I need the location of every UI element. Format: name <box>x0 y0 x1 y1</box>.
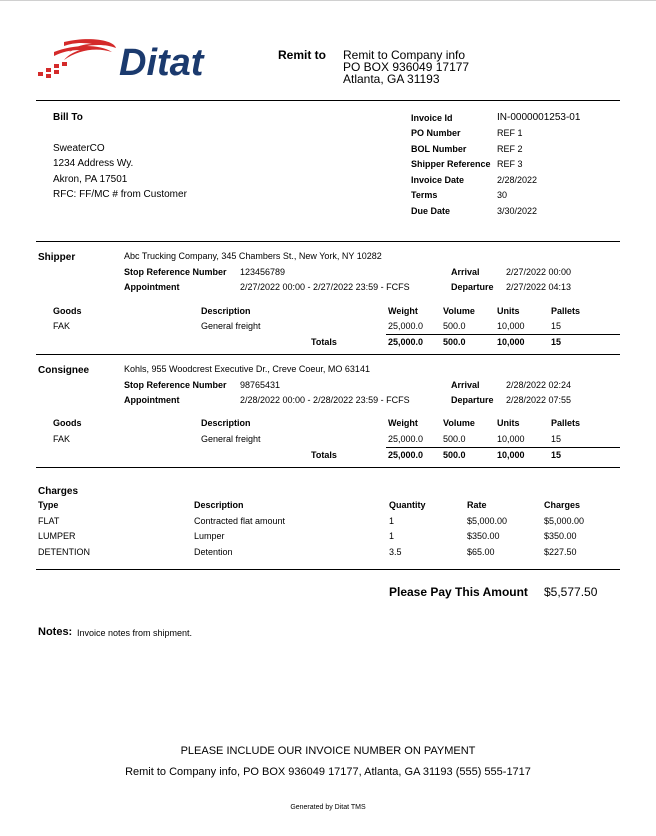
description-header: Description <box>201 306 251 316</box>
charge-quantity: 1 <box>389 516 395 526</box>
charge-description: Contracted flat amount <box>194 516 286 526</box>
invoice-id-value: IN-0000001253-01 <box>497 112 581 123</box>
shipper-goods-volume: 500.0 <box>443 321 466 331</box>
charge-rate: $350.00 <box>467 531 500 541</box>
departure-label: Departure <box>451 395 494 405</box>
weight-header: Weight <box>388 418 418 428</box>
units-header: Units <box>497 306 520 316</box>
departure-label: Departure <box>451 282 494 292</box>
consignee-appointment: 2/28/2022 00:00 - 2/28/2022 23:59 - FCFS <box>240 395 410 405</box>
company-logo <box>34 38 234 88</box>
consignee-goods-volume: 500.0 <box>443 434 466 444</box>
consignee-total-weight: 25,000.0 <box>388 450 424 460</box>
arrival-label: Arrival <box>451 380 480 390</box>
consignee-goods-units: 10,000 <box>497 434 525 444</box>
charges-title: Charges <box>38 486 79 497</box>
divider <box>36 354 620 355</box>
consignee-stop-reference: 98765431 <box>240 380 281 390</box>
description-header: Description <box>201 418 251 428</box>
shipper-label: Shipper <box>38 252 76 263</box>
bill-to-line: Akron, PA 17501 <box>53 174 128 185</box>
po-number-value: REF 1 <box>497 128 523 138</box>
goods-header: Goods <box>53 418 82 428</box>
charge-rate: $5,000.00 <box>467 516 508 526</box>
shipper-reference-value: REF 3 <box>497 159 523 169</box>
charge-quantity: 3.5 <box>389 547 402 557</box>
charge-quantity: 1 <box>389 531 395 541</box>
invoice-date-value: 2/28/2022 <box>497 175 538 185</box>
generated-by: Generated by Ditat TMS <box>290 804 366 811</box>
shipper-goods-weight: 25,000.0 <box>388 321 424 331</box>
shipper-appointment: 2/27/2022 00:00 - 2/27/2022 23:59 - FCFS <box>240 282 410 292</box>
invoice-date-label: Invoice Date <box>411 175 465 185</box>
consignee-goods-weight: 25,000.0 <box>388 434 424 444</box>
stop-reference-label: Stop Reference Number <box>124 380 227 390</box>
totals-label: Totals <box>311 337 337 347</box>
bol-number-value: REF 2 <box>497 144 523 154</box>
charge-type: FLAT <box>38 516 60 526</box>
volume-header: Volume <box>443 306 475 316</box>
shipper-goods: FAK <box>53 321 71 331</box>
consignee-address: Kohls, 955 Woodcrest Executive Dr., Creve Coeur, MO 63141 <box>124 364 370 374</box>
charge-amount: $350.00 <box>544 531 577 541</box>
po-number-label: PO Number <box>411 128 461 138</box>
shipper-goods-units: 10,000 <box>497 321 525 331</box>
shipper-total-units: 10,000 <box>497 337 525 347</box>
logo-swoosh-icon <box>34 38 124 88</box>
charge-description: Lumper <box>194 531 225 541</box>
pallets-header: Pallets <box>551 306 581 316</box>
consignee-goods-pallets: 15 <box>551 434 562 444</box>
terms-label: Terms <box>411 190 438 200</box>
consignee-total-volume: 500.0 <box>443 450 466 460</box>
totals-divider <box>386 334 620 335</box>
remit-line-1: Remit to Company info <box>343 48 466 62</box>
totals-label: Totals <box>311 450 337 460</box>
bill-to-line: SweaterCO <box>53 143 105 154</box>
consignee-total-units: 10,000 <box>497 450 525 460</box>
shipper-address: Abc Trucking Company, 345 Chambers St., New York, NY 10282 <box>124 251 382 261</box>
totals-divider <box>386 447 620 448</box>
bol-number-label: BOL Number <box>411 144 467 154</box>
remit-to-label: Remit to <box>278 48 326 62</box>
arrival-label: Arrival <box>451 267 480 277</box>
consignee-goods: FAK <box>53 434 71 444</box>
footer-notice: PLEASE INCLUDE OUR INVOICE NUMBER ON PAYMENT <box>180 745 476 757</box>
charges-type-header: Type <box>38 500 59 510</box>
appointment-label: Appointment <box>124 282 180 292</box>
shipper-arrival: 2/27/2022 00:00 <box>506 267 572 277</box>
shipper-departure: 2/27/2022 04:13 <box>506 282 572 292</box>
shipper-reference-label: Shipper Reference <box>411 159 491 169</box>
shipper-goods-description: General freight <box>201 321 261 331</box>
due-date-value: 3/30/2022 <box>497 206 538 216</box>
footer-remit: Remit to Company info, PO BOX 936049 17177, Atlanta, GA 31193 (555) 555-1717 <box>125 766 531 778</box>
charge-amount: $227.50 <box>544 547 577 557</box>
pay-amount-label: Please Pay This Amount <box>389 585 528 599</box>
bill-to-line: 1234 Address Wy. <box>53 158 134 169</box>
bill-to-label: Bill To <box>53 112 83 123</box>
due-date-label: Due Date <box>411 206 451 216</box>
charges-rate-header: Rate <box>467 500 487 510</box>
shipper-stop-reference: 123456789 <box>240 267 286 277</box>
charge-type: DETENTION <box>38 547 91 557</box>
divider <box>36 100 620 101</box>
terms-value: 30 <box>497 190 508 200</box>
shipper-total-pallets: 15 <box>551 337 562 347</box>
charge-description: Detention <box>194 547 233 557</box>
weight-header: Weight <box>388 306 418 316</box>
appointment-label: Appointment <box>124 395 180 405</box>
charge-amount: $5,000.00 <box>544 516 585 526</box>
bill-to-line: RFC: FF/MC # from Customer <box>53 189 187 200</box>
goods-header: Goods <box>53 306 82 316</box>
notes-label: Notes: <box>38 626 73 638</box>
shipper-goods-pallets: 15 <box>551 321 562 331</box>
pay-amount-value: $5,577.50 <box>544 585 598 599</box>
units-header: Units <box>497 418 520 428</box>
remit-line-2: PO BOX 936049 17177 <box>343 60 470 74</box>
consignee-label: Consignee <box>38 365 90 376</box>
charge-type: LUMPER <box>38 531 76 541</box>
divider <box>36 467 620 468</box>
stop-reference-label: Stop Reference Number <box>124 267 227 277</box>
consignee-departure: 2/28/2022 07:55 <box>506 395 572 405</box>
shipper-total-weight: 25,000.0 <box>388 337 424 347</box>
page-top-border <box>0 0 656 1</box>
divider <box>36 241 620 242</box>
consignee-arrival: 2/28/2022 02:24 <box>506 380 572 390</box>
charge-rate: $65.00 <box>467 547 495 557</box>
charges-quantity-header: Quantity <box>389 500 426 510</box>
charges-description-header: Description <box>194 500 244 510</box>
charges-charges-header: Charges <box>544 500 581 510</box>
invoice-id-label: Invoice Id <box>411 113 453 123</box>
remit-line-3: Atlanta, GA 31193 <box>343 72 440 86</box>
shipper-total-volume: 500.0 <box>443 337 466 347</box>
consignee-total-pallets: 15 <box>551 450 562 460</box>
notes-text: Invoice notes from shipment. <box>77 628 193 638</box>
consignee-goods-description: General freight <box>201 434 261 444</box>
pallets-header: Pallets <box>551 418 581 428</box>
logo-text: Ditat <box>119 42 204 84</box>
volume-header: Volume <box>443 418 475 428</box>
divider <box>36 569 620 570</box>
